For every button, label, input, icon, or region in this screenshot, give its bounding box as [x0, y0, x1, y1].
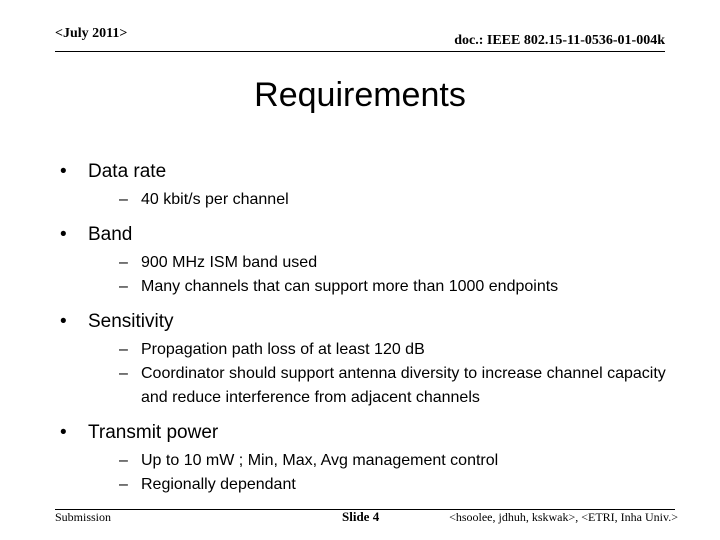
- sub-bullet: [119, 251, 680, 275]
- sub-bullet-text: Regionally dependant: [141, 476, 296, 493]
- bullet-label: Band: [88, 224, 133, 245]
- sub-bullet: [119, 188, 680, 212]
- bullet-dot-icon: •: [60, 311, 67, 332]
- slide-number: Slide 4: [342, 509, 380, 524]
- bullet-band: [60, 223, 680, 247]
- sub-bullet-text: Many channels that can support more than 1000 endpoints: [141, 278, 559, 295]
- footer-authors: <hsoolee, jdhuh, kskwak>, <ETRI, Inha Univ.>: [449, 510, 678, 524]
- sub-bullet: [119, 338, 680, 362]
- dash-icon: –: [119, 365, 128, 382]
- sub-bullet-text: Up to 10 mW ; Min, Max, Avg management control: [141, 452, 499, 469]
- bullet-data-rate: [60, 160, 680, 184]
- bullet-label: Transmit power: [88, 422, 219, 443]
- dash-icon: –: [119, 278, 128, 295]
- dash-icon: –: [119, 476, 128, 493]
- slide-content: [60, 160, 680, 508]
- dash-icon: –: [119, 254, 128, 271]
- sub-bullet: [119, 275, 680, 299]
- dash-icon: –: [119, 341, 128, 358]
- sub-bullet: [119, 449, 680, 473]
- document-id: doc.: IEEE 802.15-11-0536-01-004k: [454, 33, 665, 48]
- dash-icon: –: [119, 452, 128, 469]
- sub-bullet-text: Propagation path loss of at least 120 dB: [141, 341, 425, 358]
- sub-bullet-text: Coordinator should support antenna diversity to increase channel capacity and reduce interference from adjacent channels: [141, 365, 666, 406]
- sub-bullet: [119, 362, 680, 410]
- dash-icon: –: [119, 191, 128, 208]
- bullet-dot-icon: •: [60, 422, 67, 443]
- bullet-label: Data rate: [88, 161, 167, 182]
- header-date: <July 2011>: [55, 26, 128, 41]
- bullet-sensitivity: [60, 310, 680, 334]
- footer-submission: Submission: [55, 510, 112, 524]
- sub-bullet: [119, 473, 680, 497]
- sub-bullet-text: 40 kbit/s per channel: [141, 191, 289, 208]
- sub-bullet-text: 900 MHz ISM band used: [141, 254, 318, 271]
- bullet-transmit-power: [60, 421, 680, 445]
- header-divider: [55, 51, 665, 52]
- bullet-dot-icon: •: [60, 224, 67, 245]
- bullet-label: Sensitivity: [88, 311, 174, 332]
- bullet-dot-icon: •: [60, 161, 67, 182]
- slide-title: Requirements: [254, 76, 466, 114]
